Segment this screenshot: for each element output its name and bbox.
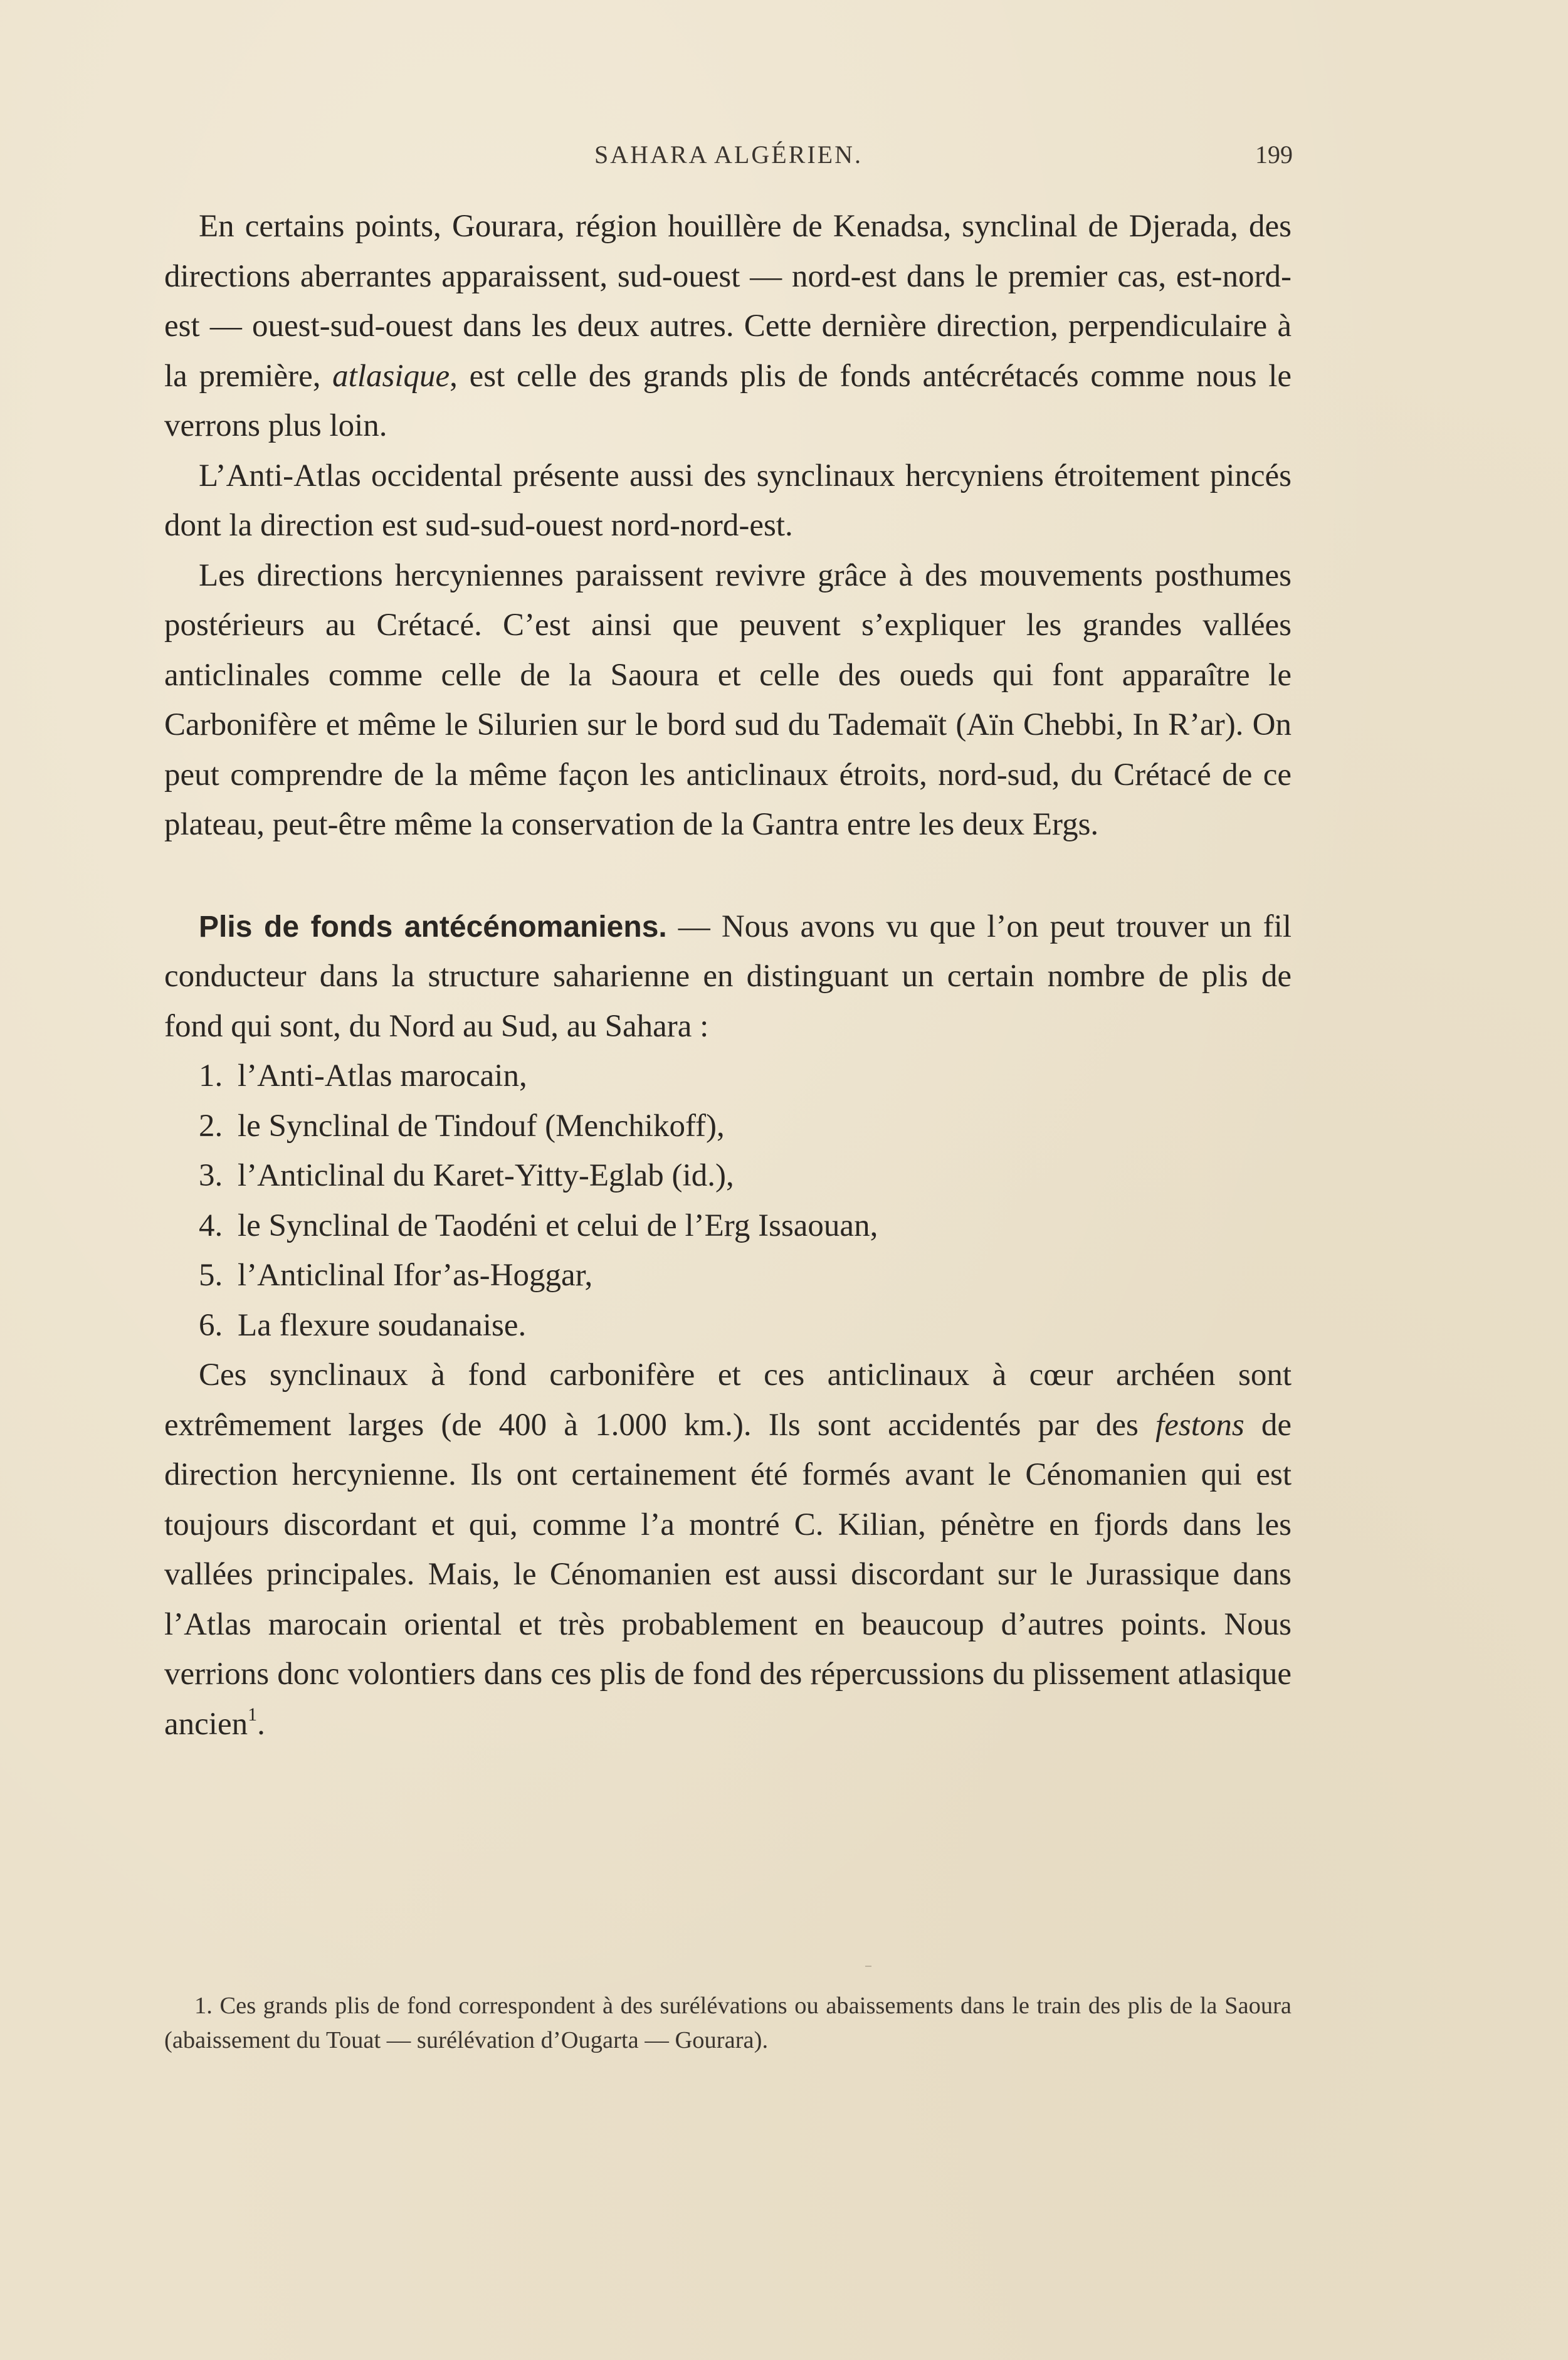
fold-list [164, 1051, 1292, 1351]
paragraph-4-end: de direction hercynienne. Ils ont certainement été formés avant le Cénomanien qui est toujours discordant et qui, comme l’a montré C. Kilian, pénètre en fjords dans les vallées principales. Mais, le Cénomanien est aussi discordant sur le Jurassique dans l’Atlas marocain oriental et très probablement en beaucoup d’autres points. Nous verrions donc volontiers dans ces plis de fond des répercussions du plissement atlasique ancien [164, 1407, 1292, 1742]
list-number: 3. [199, 1158, 223, 1193]
running-title: SAHARA ALGÉRIEN. [594, 140, 863, 169]
list-item [164, 1251, 1292, 1301]
list-text: l’Anticlinal du Karet-Yitty-Eglab (id.), [238, 1158, 734, 1193]
list-item [164, 1051, 1292, 1102]
list-item [164, 1201, 1292, 1251]
page-number: 199 [1255, 140, 1293, 169]
list-text: La flexure soudanaise. [238, 1307, 527, 1343]
paragraph-1 [164, 202, 1292, 451]
list-number: 6. [199, 1307, 223, 1343]
footnote [164, 1989, 1292, 2058]
section-spacer [164, 850, 1292, 902]
list-number: 1. [199, 1058, 223, 1093]
list-text: l’Anti-Atlas marocain, [238, 1058, 527, 1093]
list-number: 4. [199, 1208, 223, 1243]
list-text: l’Anticlinal Ifor’as-Hoggar, [238, 1258, 593, 1293]
list-item [164, 1102, 1292, 1152]
paragraph-4-start: Ces synclinaux à fond carbonifère et ces anticlinaux à cœur archéen sont extrêmement larges (de 400 à 1.000 km.). Ils sont accidentés par des [164, 1357, 1292, 1443]
paragraph-1-text: En certains points, Gourara, région houillère de Kenadsa, synclinal de Djerada, des directions aberrantes apparaissent, sud-ouest — nord-est dans le premier cas, est-nord-est — ouest-sud-ouest dans les deux autres. Cette dernière direction, perpendiculaire à la première, [164, 209, 1292, 394]
body-text [164, 202, 1292, 1749]
paragraph-2: L’Anti-Atlas occidental présente aussi des synclinaux hercyniens étroitement pincés dont la direction est sud-sud-ouest nord-nord-est. [164, 458, 1292, 543]
paragraph-4-italic: festons [1155, 1407, 1244, 1443]
footnote-divider [865, 1966, 871, 1967]
paragraph-4 [164, 1351, 1292, 1749]
paragraph-4-final: . [257, 1706, 265, 1742]
list-text: le Synclinal de Taodéni et celui de l’Erg Issaouan, [238, 1208, 878, 1243]
list-item [164, 1301, 1292, 1351]
section-paragraph [164, 902, 1292, 1052]
running-header [164, 135, 1293, 172]
section-heading: Plis de fonds antécénomaniens. [199, 910, 667, 944]
paragraph-1-end: , est celle des grands plis de fonds antécrétacés comme nous le verrons plus loin. [164, 358, 1292, 443]
paragraph-3: Les directions hercyniennes paraissent revivre grâce à des mouvements posthumes postérieurs au Crétacé. C’est ainsi que peuvent s’expliquer les grandes vallées anticlinales comme celle de la Saoura et celle des oueds qui font apparaître le Carbonifère et même le Silurien sur le bord sud du Tademaït (Aïn Chebbi, In R’ar). On peut comprendre de la même façon les anticlinaux étroits, nord-sud, du Crétacé de ce plateau, peut-être même la conservation de la Gantra entre les deux Ergs. [164, 557, 1292, 842]
footnote-text: 1. Ces grands plis de fond correspondent à des surélévations ou abaissements dans le train des plis de la Saoura (abaissement du Touat — surélévation d’Ougarta — Gourara). [164, 1993, 1292, 2053]
list-number: 2. [199, 1108, 223, 1144]
list-number: 5. [199, 1258, 223, 1293]
footnote-reference[interactable]: 1 [248, 1704, 258, 1725]
section-intro: — Nous avons vu que l’on peut trouver un fil conducteur dans la structure saharienne en distinguant un certain nombre de plis de fond qui sont, du Nord au Sud, au Sahara : [164, 909, 1292, 1044]
list-text: le Synclinal de Tindouf (Menchikoff), [238, 1108, 725, 1144]
list-item [164, 1151, 1292, 1201]
paragraph-1-italic: atlasique [332, 358, 450, 394]
